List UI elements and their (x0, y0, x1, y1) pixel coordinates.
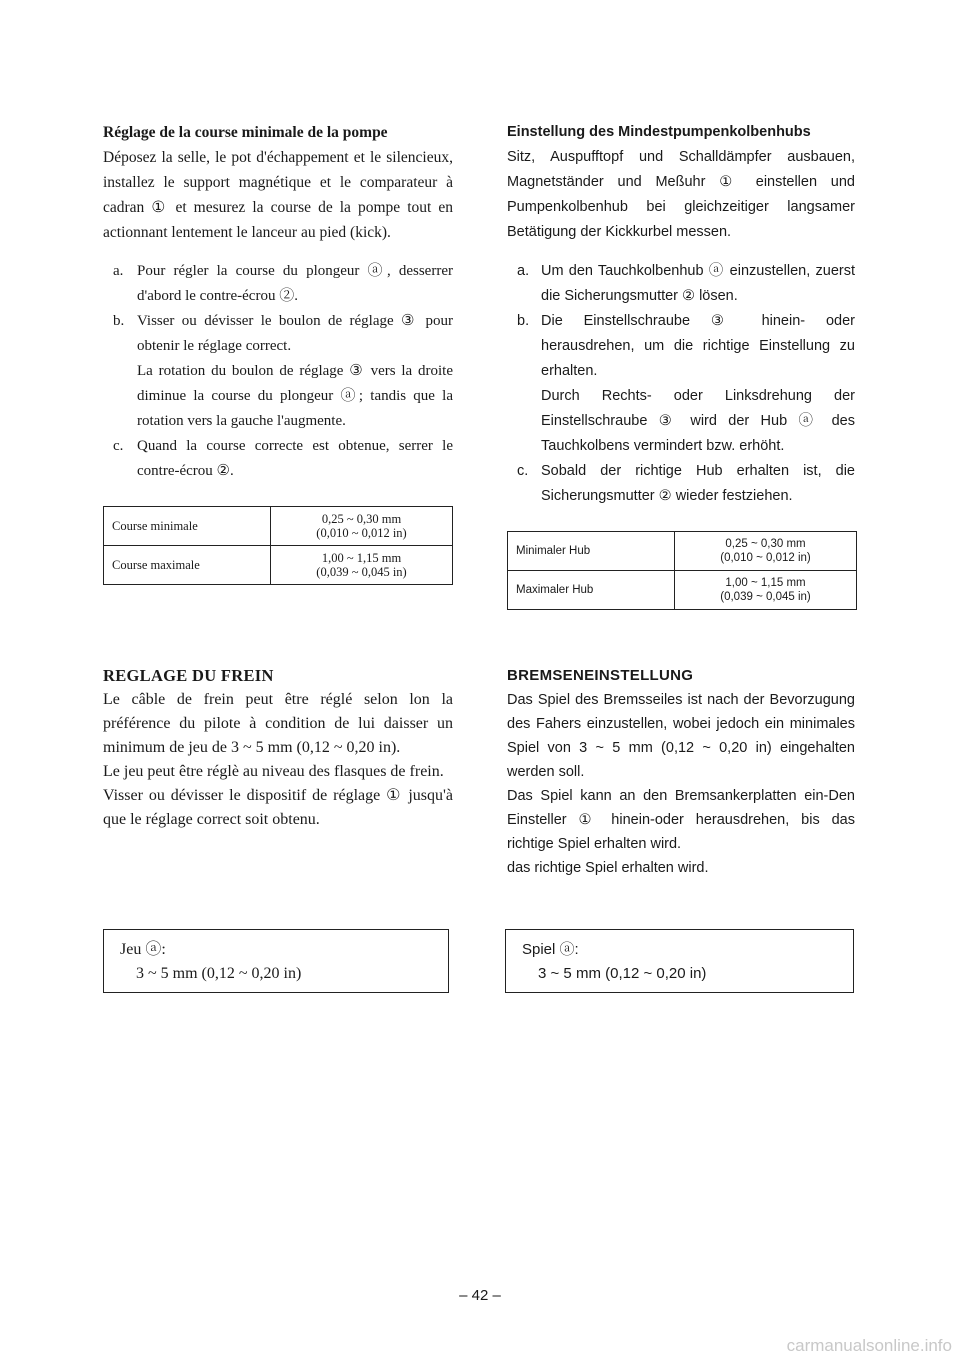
de-step-a (507, 259, 855, 309)
fr-pump-steps (103, 259, 453, 484)
de-free-play-value: 3 ~ 5 mm (0,12 ~ 0,20 in) (538, 965, 707, 982)
spec-value-in: (0,039 ~ 0,045 in) (316, 565, 407, 579)
step-text: Um den Tauchkolbenhub ⓐ einzustellen, zuerst die Sicherungsmutter ② lösen. (541, 263, 855, 304)
de-free-play-box (505, 929, 854, 993)
spec-value-mm: 1,00 ~ 1,15 mm (321, 551, 402, 565)
fr-brake-para-3: Visser ou dévisser le dispositif de réglage ① jusqu'à que le réglage correct soit obtenu. (103, 787, 453, 828)
step-text: Quand la course correcte est obtenue, serrer le contre-écrou ②. (137, 438, 453, 479)
de-brake-para-3: das richtige Spiel erhalten wird. (507, 860, 709, 876)
spec-value-in: (0,010 ~ 0,012 in) (720, 552, 811, 564)
step-marker: c. (113, 438, 124, 454)
step-text: Pour régler la course du plongeur ⓐ, desserrer d'abord le contre-écrou ②. (137, 263, 453, 304)
spec-value-mm: 0,25 ~ 0,30 mm (725, 538, 806, 550)
de-brake-title: BREMSENEINSTELLUNG (507, 667, 694, 684)
fr-free-play-value: 3 ~ 5 mm (0,12 ~ 0,20 in) (136, 965, 302, 982)
de-pump-intro: Sitz, Auspufftopf und Schalldämpfer ausbauen, Magnetständer und Meßuhr ① einstellen und Pumpenkolbenhub bei gleichzeitiger langsamer Betätigung der Kickkurbel messen. (507, 149, 855, 240)
fr-step-b (103, 309, 453, 359)
fr-brake-section (103, 664, 453, 832)
de-brake-para-1: Das Spiel des Bremsseiles ist nach der Bevorzugung des Fahers einzustellen, wobei jedoch ein minimales Spiel von 3 ~ 5 mm (0,12 ~ 0,20 in) eingehalten werden soll. (507, 692, 855, 780)
fr-free-play-label: Jeu ⓐ: (120, 941, 166, 958)
de-step-b-note (541, 384, 855, 459)
de-step-b (507, 309, 855, 384)
step-text: Durch Rechts- oder Linksdrehung der Einstellschraube ③ wird der Hub ⓐ des Tauchkolbens vermindert bzw. erhöht. (541, 388, 855, 454)
step-text: Sobald der richtige Hub erhalten ist, die Sicherungsmutter ② wieder festziehen. (541, 463, 855, 504)
fr-step-b-note (137, 359, 453, 434)
step-text: Visser ou dévisser le boulon de réglage ③ pour obtenir le réglage correct. (137, 313, 453, 354)
fr-step-c (103, 434, 453, 484)
spec-value (675, 571, 857, 610)
fr-free-play-box (103, 929, 449, 993)
spec-value (271, 507, 453, 546)
table-row (508, 532, 857, 571)
fr-step-a (103, 259, 453, 309)
step-marker: a. (517, 263, 530, 279)
fr-brake-para-1: Le câble de frein peut être réglé selon lon la préférence du pilote à condition de lui daisser un minimum de jeu de 3 ~ 5 mm (0,12 ~ 0,20 in). (103, 691, 453, 756)
spec-label: Course maximale (104, 546, 271, 585)
spec-label: Course minimale (104, 507, 271, 546)
step-marker: b. (113, 313, 125, 329)
spec-label: Minimaler Hub (508, 532, 675, 571)
de-brake-section (507, 664, 855, 880)
de-free-play-label: Spiel ⓐ: (522, 941, 579, 958)
step-marker: c. (517, 463, 529, 479)
spec-label: Maximaler Hub (508, 571, 675, 610)
spec-value-mm: 0,25 ~ 0,30 mm (321, 512, 402, 526)
fr-pump-title: Réglage de la course minimale de la pompe (103, 124, 388, 141)
table-row (104, 507, 453, 546)
fr-pump-intro: Déposez la selle, le pot d'échappement et le silencieux, installez le support magnétique et le comparateur à cadran ① et mesurez la course de la pompe tout en actionnant lentement le lanceur au pied (kick). (103, 149, 453, 241)
step-marker: a. (113, 263, 124, 279)
step-text: La rotation du boulon de réglage ③ vers la droite diminue la course du plongeur ⓐ; tandis que la rotation vers la gauche l'augmente. (137, 363, 453, 429)
page-number: – 42 – (459, 1287, 501, 1304)
step-text: Die Einstellschraube ③ hinein- oder herausdrehen, um die richtige Einstellung zu erhalten. (541, 313, 855, 379)
spec-value (271, 546, 453, 585)
fr-brake-title: REGLAGE DU FREIN (103, 666, 274, 685)
de-pump-steps (507, 259, 855, 509)
step-marker: b. (517, 313, 530, 329)
watermark: carmanualsonline.info (786, 1336, 952, 1355)
fr-pump-section (103, 120, 453, 585)
de-pump-section (507, 120, 855, 610)
spec-value-mm: 1,00 ~ 1,15 mm (725, 577, 806, 589)
de-step-c (507, 459, 855, 509)
table-row (104, 546, 453, 585)
de-spec-table (507, 531, 857, 610)
spec-value-in: (0,039 ~ 0,045 in) (720, 591, 811, 603)
de-pump-title: Einstellung des Mindestpumpenkolbenhubs (507, 124, 811, 140)
spec-value (675, 532, 857, 571)
fr-spec-table (103, 506, 453, 585)
de-brake-para-2: Das Spiel kann an den Bremsankerplatten ein-Den Einsteller ① hinein-oder herausdrehen, bis das richtige Spiel erhalten wird. (507, 788, 855, 852)
spec-value-in: (0,010 ~ 0,012 in) (316, 526, 407, 540)
fr-brake-para-2: Le jeu peut être réglè au niveau des flasques de frein. (103, 763, 444, 780)
table-row (508, 571, 857, 610)
